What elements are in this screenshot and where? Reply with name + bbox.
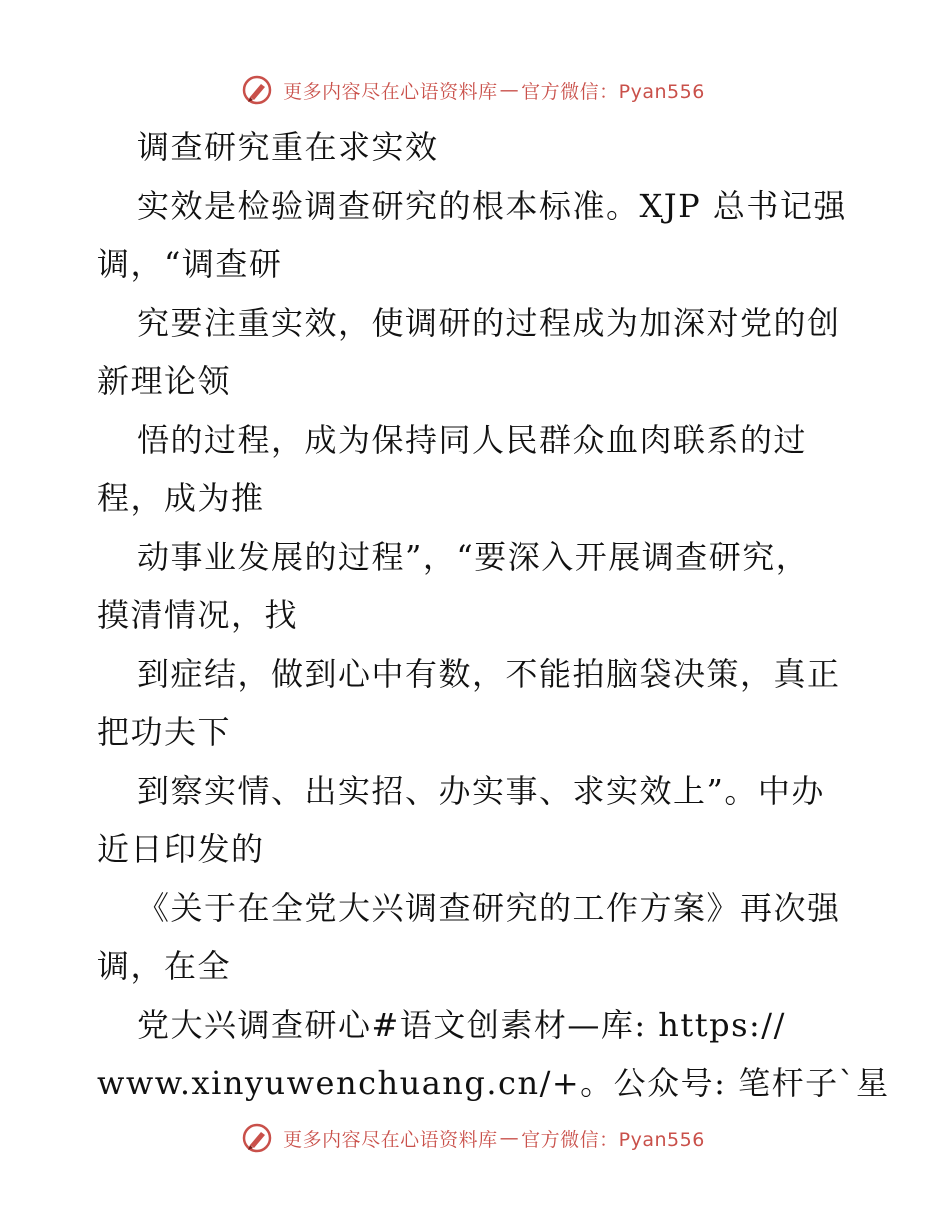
paragraph-line: 调，在全 xyxy=(97,947,232,985)
watermark-dash: — xyxy=(499,79,520,101)
paragraph-line: 实效是检验调查研究的根本标准。XJP 总书记强 xyxy=(137,186,847,225)
paragraph-line: 动事业发展的过程”，“要深入开展调查研究， xyxy=(137,537,810,576)
paragraph-line: 程，成为推 xyxy=(97,479,265,517)
pen-logo-icon xyxy=(241,74,273,106)
watermark-site-text: 更多内容尽在心语资料库 xyxy=(283,80,498,103)
footer-watermark xyxy=(0,1118,950,1158)
watermark-dash: — xyxy=(499,1127,520,1149)
paragraph-line: www.xinyuwenchuang.cn/+。公众号: 笔杆子`星 xyxy=(97,1064,890,1102)
document-body xyxy=(97,118,890,1113)
paragraph-line: 到察实情、出实招、办实事、求实效上”。中办 xyxy=(137,771,825,810)
watermark-wechat-text: 官方微信：Pyan556 xyxy=(521,1128,705,1151)
paragraph-line: 悟的过程，成为保持同人民群众血肉联系的过 xyxy=(137,420,808,459)
paragraph-line: 摸清情况，找 xyxy=(97,596,299,634)
paragraph-line: 近日印发的 xyxy=(97,830,265,868)
pen-logo-icon xyxy=(241,1122,273,1154)
paragraph-line: 新理论领 xyxy=(97,362,232,400)
header-watermark xyxy=(0,70,950,110)
paragraph-line: 党大兴调查研心#语文创素材—库: https:// xyxy=(137,1005,786,1044)
paragraph-line: 《关于在全党大兴调查研究的工作方案》再次强 xyxy=(137,888,841,927)
document-title: 调查研究重在求实效 xyxy=(137,128,439,166)
paragraph-line: 把功夫下 xyxy=(97,713,232,751)
paragraph-line: 调，“调查研 xyxy=(97,245,283,283)
watermark-wechat-text: 官方微信：Pyan556 xyxy=(521,80,705,103)
watermark-site-text: 更多内容尽在心语资料库 xyxy=(283,1128,498,1151)
paragraph-line: 究要注重实效，使调研的过程成为加深对党的创 xyxy=(137,303,841,342)
paragraph-line: 到症结，做到心中有数，不能拍脑袋决策，真正 xyxy=(137,654,841,693)
